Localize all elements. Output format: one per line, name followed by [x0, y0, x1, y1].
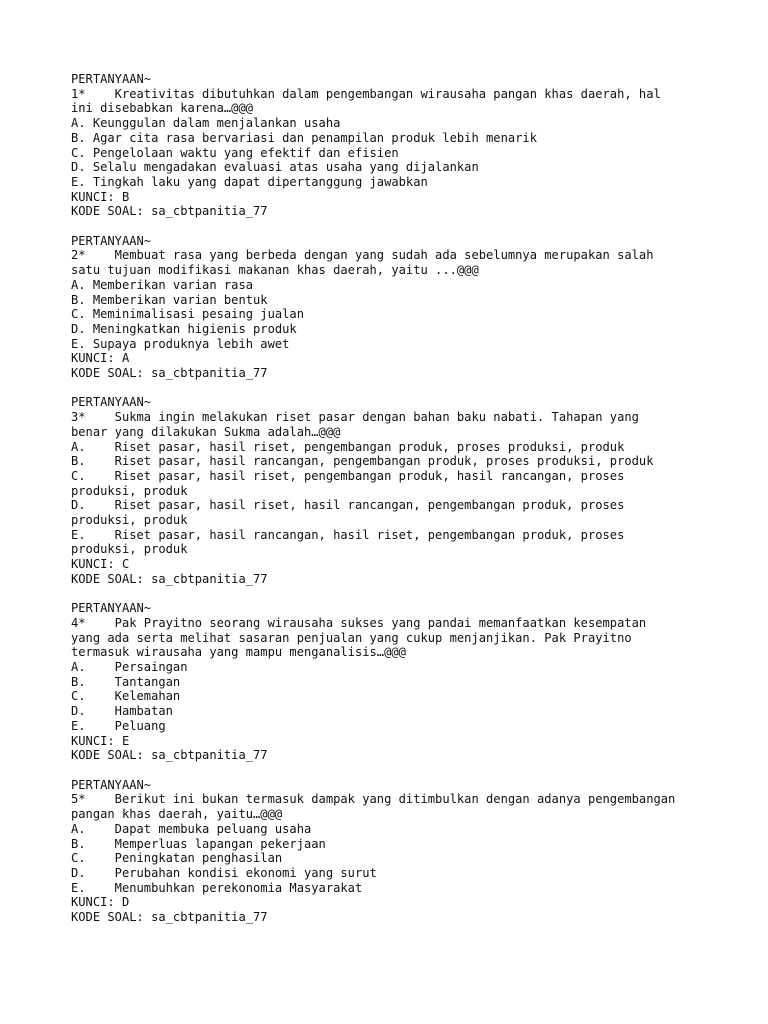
question-text: 5* Berikut ini bukan termasuk dampak yang ditimbulkan dengan adanya pengembangan — [71, 792, 676, 807]
answer-option-d: D. Perubahan kondisi ekonomi yang surut — [71, 865, 377, 880]
question-text: yang ada serta melihat sasaran penjualan yang cukup menjanjikan. Pak Prayitno — [71, 630, 632, 645]
answer-option-a: A. Persaingan — [71, 660, 188, 675]
question-block-4 — [71, 601, 751, 763]
answer-key: KUNCI: B — [71, 189, 130, 204]
question-code: KODE SOAL: sa_cbtpanitia_77 — [71, 571, 268, 586]
answer-option-c: C. Peningkatan penghasilan — [71, 851, 283, 866]
question-block-5 — [71, 778, 751, 925]
answer-key: KUNCI: D — [71, 895, 130, 910]
question-text: 4* Pak Prayitno seorang wirausaha sukses yang pandai memanfaatkan kesempatan — [71, 615, 647, 630]
answer-option-a: A. Memberikan varian rasa — [71, 277, 254, 292]
question-code: KODE SOAL: sa_cbtpanitia_77 — [71, 204, 268, 219]
answer-option-c: C. Riset pasar, hasil riset, pengembangan produk, hasil rancangan, proses — [71, 468, 625, 483]
answer-option-e: E. Peluang — [71, 718, 166, 733]
answer-option-d: D. Selalu mengadakan evaluasi atas usaha yang dijalankan — [71, 160, 479, 175]
question-header: PERTANYAAN~ — [71, 601, 152, 616]
answer-option-c: C. Meminimalisasi pesaing jualan — [71, 307, 304, 322]
answer-option-a: A. Riset pasar, hasil riset, pengembangan produk, proses produksi, produk — [71, 439, 625, 454]
answer-key: KUNCI: C — [71, 557, 130, 572]
question-code: KODE SOAL: sa_cbtpanitia_77 — [71, 748, 268, 763]
question-text: 3* Sukma ingin melakukan riset pasar dengan bahan baku nabati. Tahapan yang — [71, 410, 639, 425]
answer-option-e: E. Tingkah laku yang dapat dipertanggung jawabkan — [71, 174, 428, 189]
answer-option-d-cont: produksi, produk — [71, 513, 188, 528]
answer-option-a: A. Keunggulan dalam menjalankan usaha — [71, 116, 341, 131]
answer-option-e: E. Supaya produknya lebih awet — [71, 336, 290, 351]
answer-option-b: B. Memperluas lapangan pekerjaan — [71, 836, 326, 851]
answer-option-b: B. Tantangan — [71, 674, 181, 689]
answer-key: KUNCI: A — [71, 351, 130, 366]
answer-option-e-cont: produksi, produk — [71, 542, 188, 557]
question-header: PERTANYAAN~ — [71, 395, 152, 410]
question-block-2 — [71, 234, 751, 381]
question-text: ini disebabkan karena…@@@ — [71, 101, 254, 116]
document-page — [71, 72, 751, 939]
question-code: KODE SOAL: sa_cbtpanitia_77 — [71, 366, 268, 381]
question-header: PERTANYAAN~ — [71, 233, 152, 248]
answer-option-e: E. Menumbuhkan perekonomia Masyarakat — [71, 880, 363, 895]
answer-option-c: C. Pengelolaan waktu yang efektif dan efisien — [71, 145, 399, 160]
question-text: benar yang dilakukan Sukma adalah…@@@ — [71, 424, 341, 439]
answer-option-a: A. Dapat membuka peluang usaha — [71, 821, 312, 836]
answer-key: KUNCI: E — [71, 733, 130, 748]
question-header: PERTANYAAN~ — [71, 72, 152, 86]
answer-option-b: B. Agar cita rasa bervariasi dan penampilan produk lebih menarik — [71, 130, 537, 145]
question-text: satu tujuan modifikasi makanan khas daerah, yaitu ...@@@ — [71, 263, 479, 278]
answer-option-c-cont: produksi, produk — [71, 483, 188, 498]
question-block-3 — [71, 395, 751, 586]
answer-option-b: B. Memberikan varian bentuk — [71, 292, 268, 307]
answer-option-b: B. Riset pasar, hasil rancangan, pengembangan produk, proses produksi, produk — [71, 454, 654, 469]
question-text: termasuk wirausaha yang mampu menganalisis…@@@ — [71, 645, 406, 660]
question-header: PERTANYAAN~ — [71, 777, 152, 792]
question-text: 1* Kreativitas dibutuhkan dalam pengembangan wirausaha pangan khas daerah, hal — [71, 86, 661, 101]
question-block-1 — [71, 72, 751, 219]
question-code: KODE SOAL: sa_cbtpanitia_77 — [71, 910, 268, 925]
answer-option-d: D. Meningkatkan higienis produk — [71, 321, 297, 336]
answer-option-e: E. Riset pasar, hasil rancangan, hasil riset, pengembangan produk, proses — [71, 527, 625, 542]
answer-option-d: D. Riset pasar, hasil riset, hasil rancangan, pengembangan produk, proses — [71, 498, 625, 513]
question-text: 2* Membuat rasa yang berbeda dengan yang sudah ada sebelumnya merupakan salah — [71, 248, 654, 263]
answer-option-d: D. Hambatan — [71, 704, 173, 719]
answer-option-c: C. Kelemahan — [71, 689, 181, 704]
question-text: pangan khas daerah, yaitu…@@@ — [71, 807, 283, 822]
